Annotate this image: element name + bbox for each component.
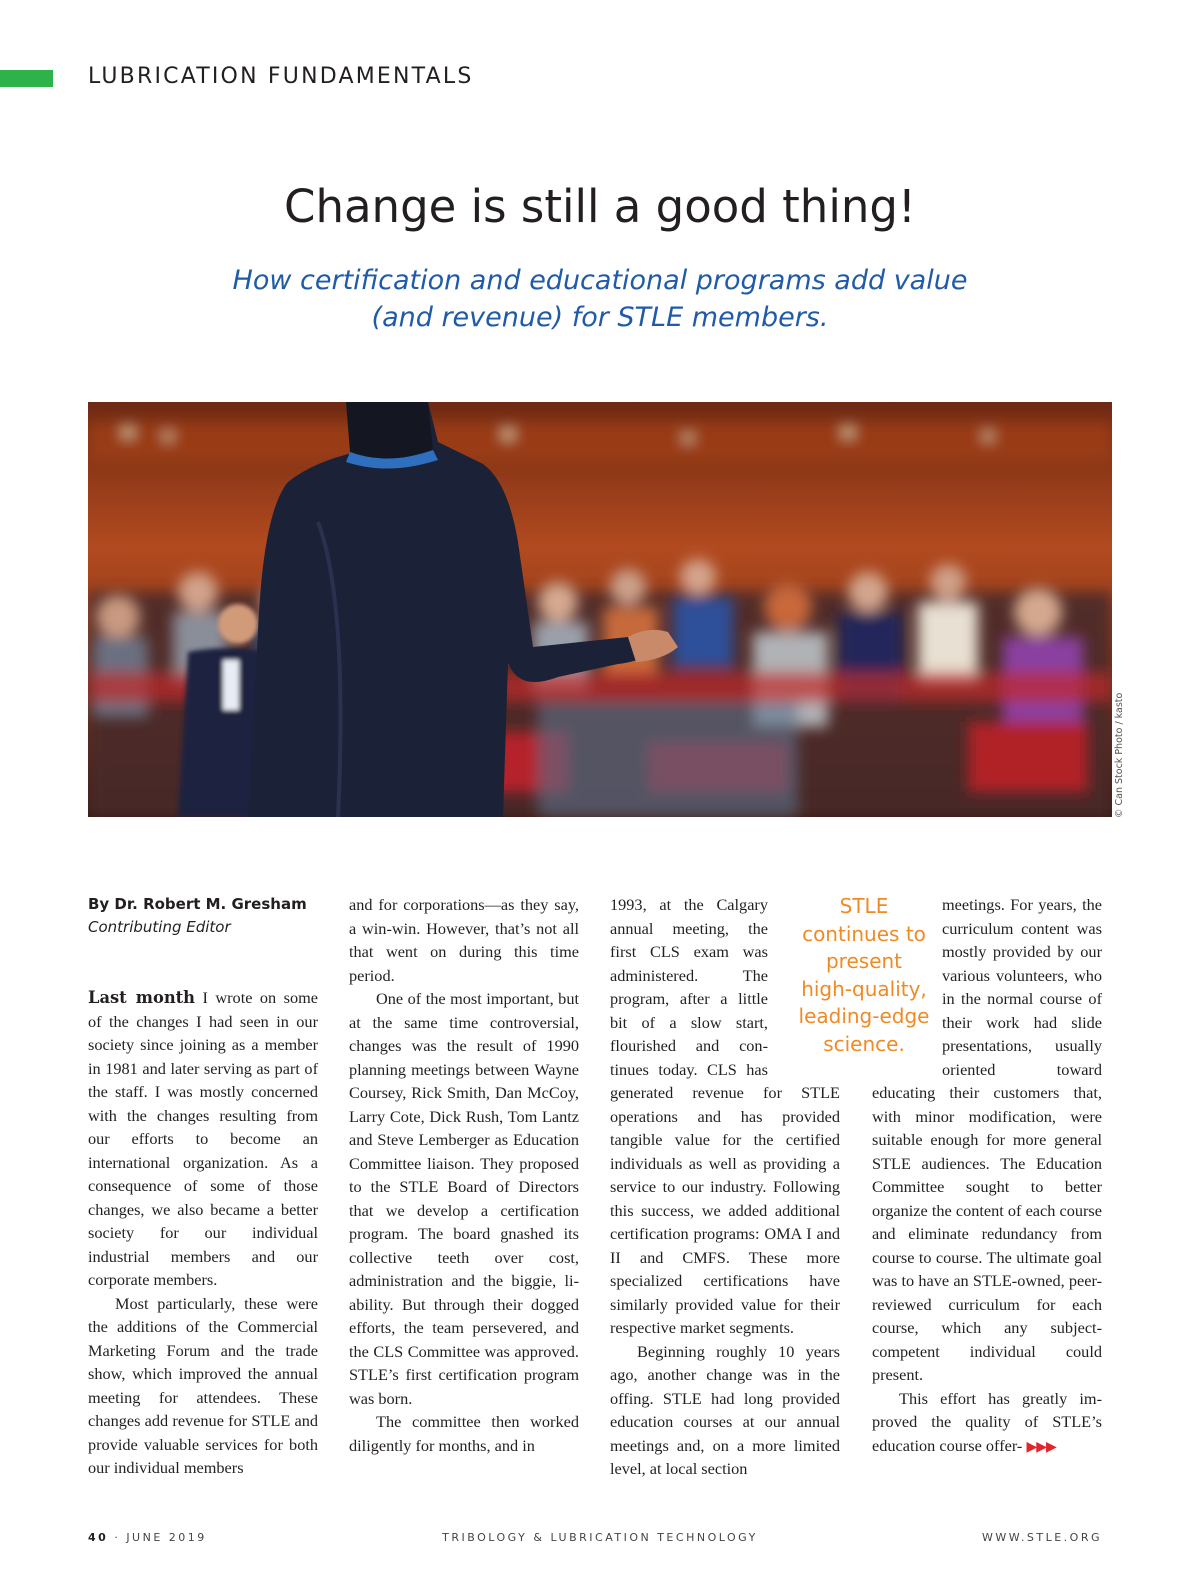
col3-p1-text: 1993, at the Calgary annual meeting, the first CLS exam was administered. The program, after a little bit of a slow start, flourished and continues today. CLS has generated revenue for STLE operations and has provided tangible value for the certified individuals as well as providing a service to our industry. Following this success, we added additional certification programs: OMA I and II and CMFS. These more specialized certifications have similarly provided value for their respective market segments. [610, 895, 840, 1337]
col4-p2-text: This effort has greatly improved the quality of STLE’s education course offer- [872, 1388, 1102, 1455]
column-2-paragraph-1: and for corporations—as they say, a win-win. However, that’s not all that went on during this time period. [349, 895, 579, 985]
col1-p1-text: I wrote on some of the changes I had seen in our society since joining as a member in 1981 and later serving as part of the staff. I was mostly concerned with the changes resulting from our efforts to become an international organization. As a consequence of some of those changes, we also became a better society for our individual industrial members and our corporate members. [88, 988, 319, 1289]
footer-website[interactable]: WWW.STLE.ORG [982, 1531, 1102, 1544]
column-2 [349, 893, 579, 1457]
author-role: Contributing Editor [88, 918, 231, 936]
page-number: 40 [88, 1531, 109, 1544]
footer-separator: · [114, 1531, 121, 1544]
article-photo [88, 402, 1112, 817]
subtitle-line-2: (and revenue) for STLE members. [371, 302, 829, 333]
pull-quote-spacer-left [870, 893, 942, 1058]
triple-right-arrow-icon: ▶▶▶ [1026, 1439, 1056, 1455]
lead-in: Last month [88, 988, 196, 1007]
pull-quote: STLE continues to present high-quality, leading-edge science. [798, 894, 930, 1056]
column-4 [872, 893, 1102, 1459]
column-2-paragraph-2: One of the most important, but at the same time controversial, changes was the result of 1990 planning meetings between Wayne Coursey, Rick Smith, Dan McCoy, Larry Cote, Dick Rush, Tom Lantz and Steve Lemberger as Education Committee liaison. They proposed to the STLE Board of Directors that we develop a certification program. The board gnashed its collective teeth over cost, administration and the biggie, liability. But through their dogged efforts, the team persevered, and the CLS Committee was approved. STLE’s first certification program was born. [349, 989, 579, 1408]
column-4-paragraph-2 [872, 1387, 1102, 1460]
subtitle-line-1: How certification and educational programs add value [232, 265, 968, 296]
issue-date: JUNE 2019 [126, 1531, 207, 1544]
column-1 [88, 986, 318, 1480]
byline [88, 893, 318, 939]
article-title: Change is still a good thing! [284, 180, 916, 233]
photo-credit: © Can Stock Photo / kasto [1114, 692, 1125, 818]
section-color-bar [0, 70, 53, 87]
column-4-paragraph-1: meetings. For years, the curriculum content was mostly provided by our various volunteers, who in the normal course of their work had slide presentations, usually oriented toward educating their customers that, with minor modification, were suitable enough for more general STLE audiences. The Education Committee sought to better organize the content of each course and eliminate redundancy from course to course. The ultimate goal was to have an STLE-owned, peer-reviewed curriculum for each course, which any subject-competent individual could present. [872, 895, 1102, 1384]
column-1-paragraph-1 [88, 986, 318, 1292]
author-name: By Dr. Robert M. Gresham [88, 895, 307, 913]
section-label: LUBRICATION FUNDAMENTALS [88, 64, 474, 89]
speaker-audience-photo [88, 402, 1112, 817]
column-1-paragraph-2: Most particularly, these were the additions of the Commercial Marketing Forum and the trade show, which improved the annual meeting for attendees. These changes add revenue for STLE and provide valuable services for both our individual members [88, 1293, 318, 1477]
footer-magazine: TRIBOLOGY & LUBRICATION TECHNOLOGY [442, 1531, 758, 1544]
column-2-paragraph-3: The committee then worked diligently for months, and in [349, 1412, 579, 1455]
article-subtitle [200, 262, 1000, 336]
column-3-paragraph-2: Beginning roughly 10 years ago, another change was in the offing. STLE had long provided education courses at our annual meetings and, on a more limited level, at local section [610, 1341, 840, 1478]
